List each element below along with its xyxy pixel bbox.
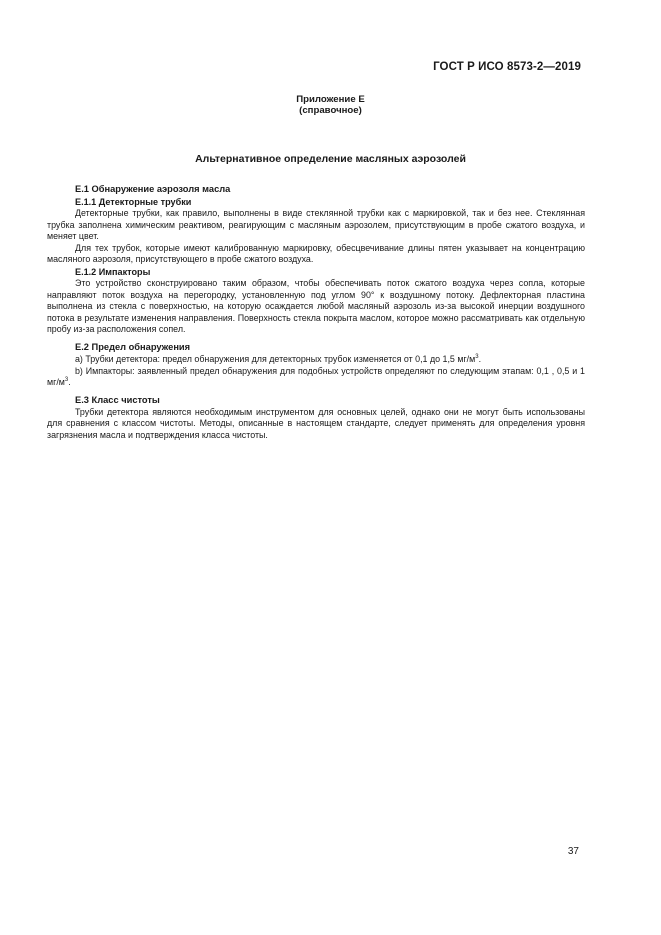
section-e11-paragraph-1: Детекторные трубки, как правило, выполнены в виде стеклянной трубки как с маркировкой, так и без нее. Стеклянная трубка заполнена химическим реактивом, реагирующим с масляным аэрозолем, присутствующим в пробе сжатого воздуха, и меняет цвет. bbox=[47, 208, 585, 242]
annex-heading: Альтернативное определение масляных аэрозолей bbox=[195, 153, 466, 165]
annex-title: Приложение E bbox=[296, 94, 365, 105]
section-e12-heading: E.1.2 Импакторы bbox=[75, 266, 151, 277]
page-number: 37 bbox=[567, 846, 579, 857]
section-e11-heading: E.1.1 Детекторные трубки bbox=[75, 197, 192, 207]
section-e2-heading: E.2 Предел обнаружения bbox=[75, 341, 191, 352]
section-e2-item-b bbox=[47, 366, 585, 389]
item-b-end: . bbox=[68, 377, 71, 388]
annex-subtitle: (справочное) bbox=[299, 105, 362, 116]
standard-designation: ГОСТ Р ИСО 8573-2—2019 bbox=[433, 61, 581, 73]
item-b-superscript: 3 bbox=[64, 377, 69, 384]
item-a-superscript: 3 bbox=[475, 353, 479, 360]
item-a-end: . bbox=[478, 353, 482, 364]
section-e2-item-a bbox=[47, 354, 585, 366]
section-e3-paragraph-1: Трубки детектора являются необходимым инструментом для основных целей, однако они не могут быть использованы для сравнения с классом чистоты. Методы, описанные в настоящем стандарте, следует применять для определения уровня загрязнения масла и подтверждения класса чистоты. bbox=[47, 406, 585, 440]
body-text bbox=[47, 183, 585, 442]
section-e12-paragraph-1: Это устройство сконструировано таким образом, чтобы обеспечивать поток сжатого воздуха через сопла, которые направляют поток воздуха на перегородку, установленную под углом 90° к воздушному потоку. Дефлекторная пластина выполнена из стекла с поверхностью, на которую осаждается любой масляный аэрозоль из-за высокой инерции воздушного потока в результате изменения направления. Поверхность стекла покрыта маслом, которое можно рассматривать как отдельную пробу из-за расположения сопел. bbox=[47, 277, 585, 335]
section-e1-heading: E.1 Обнаружение аэрозоля масла bbox=[75, 184, 231, 194]
section-e11-paragraph-2: Для тех трубок, которые имеют калиброванную маркировку, обесцвечивание длины пятен указывает на концентрацию масляного аэрозоля, присутствующего в пробе сжатого воздуха. bbox=[47, 242, 585, 265]
item-b-text: b) Импакторы: заявленный предел обнаружения для подобных устройств определяют по следующим этапам: 0,1 , 0,5 и 1 мг/м bbox=[47, 365, 585, 388]
section-e3-heading: E.3 Класс чистоты bbox=[75, 394, 160, 405]
item-a-text: а) Трубки детектора: предел обнаружения для детекторных трубок изменяется от 0,1 до 1,5 мг/м bbox=[75, 353, 476, 364]
